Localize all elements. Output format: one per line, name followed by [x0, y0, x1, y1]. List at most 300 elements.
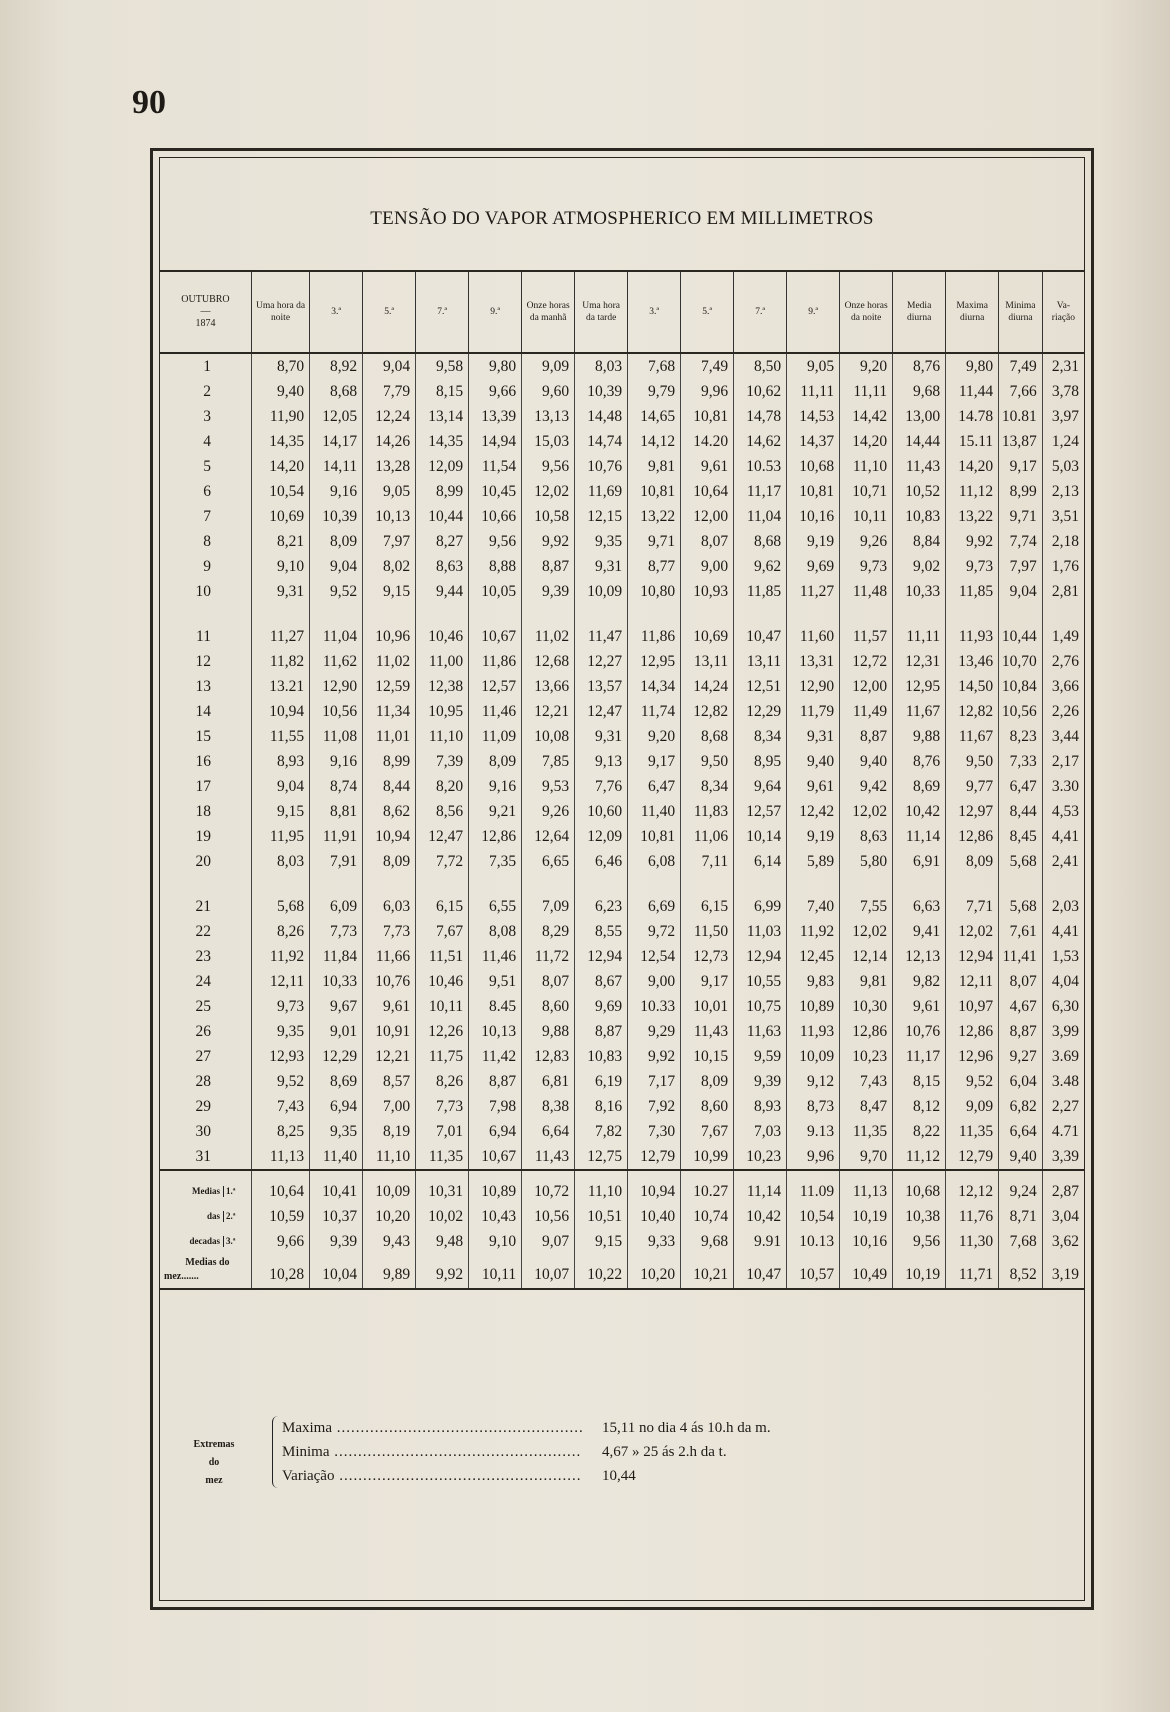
value-cell: 9,69 — [787, 554, 840, 579]
value-cell: 13,57 — [575, 674, 628, 699]
value-cell: 8,19 — [363, 1119, 416, 1144]
spacer-cell — [363, 1170, 416, 1179]
table-row — [160, 969, 1084, 994]
value-cell: 11,40 — [628, 799, 681, 824]
value-cell: 5,80 — [840, 849, 893, 874]
value-cell: 9,10 — [251, 554, 309, 579]
value-cell: 13,22 — [628, 504, 681, 529]
value-cell: 8,38 — [522, 1094, 575, 1119]
value-cell: 14,34 — [628, 674, 681, 699]
value-cell: 12,21 — [522, 699, 575, 724]
value-cell: 13,66 — [522, 674, 575, 699]
value-cell: 3.69 — [1042, 1044, 1084, 1069]
table-body — [160, 353, 1084, 1290]
table-row — [160, 1144, 1084, 1170]
value-cell: 14,48 — [575, 404, 628, 429]
value-cell: 5,68 — [999, 894, 1043, 919]
value-cell: 14,20 — [946, 454, 999, 479]
value-cell: 6,94 — [469, 1119, 522, 1144]
value-cell: 8,76 — [893, 353, 946, 379]
value-cell: 6,94 — [310, 1094, 363, 1119]
value-cell: 10,71 — [840, 479, 893, 504]
value-cell: 11,43 — [893, 454, 946, 479]
value-cell: 8,57 — [363, 1069, 416, 1094]
value-cell: 11,57 — [840, 624, 893, 649]
value-cell: 8,60 — [522, 994, 575, 1019]
value-cell: 9,33 — [628, 1229, 681, 1254]
value-cell: 5,03 — [1042, 454, 1084, 479]
table-row — [160, 649, 1084, 674]
spacer-cell — [1042, 604, 1084, 624]
value-cell: 9,61 — [787, 774, 840, 799]
value-cell: 3.30 — [1042, 774, 1084, 799]
day-cell: 31 — [195, 1148, 211, 1165]
value-cell: 8,69 — [310, 1069, 363, 1094]
column-header: 3.ª — [310, 271, 363, 353]
value-cell: 14,17 — [310, 429, 363, 454]
table-row — [160, 724, 1084, 749]
value-cell: 12,75 — [575, 1144, 628, 1170]
value-cell: 9,15 — [363, 579, 416, 604]
value-cell: 10,11 — [416, 994, 469, 1019]
value-cell: 12,21 — [363, 1044, 416, 1069]
value-cell: 10.33 — [628, 994, 681, 1019]
value-cell: 10,76 — [363, 969, 416, 994]
value-cell: 9,52 — [251, 1069, 309, 1094]
column-header: 7.ª — [416, 271, 469, 353]
value-cell: 9,79 — [628, 379, 681, 404]
column-header: 3.ª — [628, 271, 681, 353]
value-cell: 6,82 — [999, 1094, 1043, 1119]
value-cell: 11,12 — [893, 1144, 946, 1170]
value-cell: 3,99 — [1042, 1019, 1084, 1044]
value-cell: 14,62 — [734, 429, 787, 454]
value-cell: 3,97 — [1042, 404, 1084, 429]
value-cell: 3,39 — [1042, 1144, 1084, 1170]
value-cell: 2,17 — [1042, 749, 1084, 774]
value-cell: 13,00 — [893, 404, 946, 429]
value-cell: 11,85 — [946, 579, 999, 604]
value-cell: 11,14 — [734, 1179, 787, 1204]
day-cell: 13 — [195, 678, 211, 695]
value-cell: 11,93 — [787, 1019, 840, 1044]
value-cell: 10,11 — [469, 1254, 522, 1289]
value-cell: 3,51 — [1042, 504, 1084, 529]
value-cell: 9,72 — [628, 919, 681, 944]
value-cell: 11,34 — [363, 699, 416, 724]
value-cell: 6,23 — [575, 894, 628, 919]
value-cell: 11,10 — [416, 724, 469, 749]
value-cell: 10.13 — [787, 1229, 840, 1254]
value-cell: 12,83 — [522, 1044, 575, 1069]
value-cell: 12,00 — [840, 674, 893, 699]
value-cell: 11,12 — [946, 479, 999, 504]
decade-label — [160, 1204, 251, 1229]
value-cell: 12,90 — [310, 674, 363, 699]
value-cell: 12,02 — [946, 919, 999, 944]
value-cell: 9,88 — [893, 724, 946, 749]
value-cell: 9,26 — [840, 529, 893, 554]
value-cell: 9,13 — [575, 749, 628, 774]
value-cell: 13,31 — [787, 649, 840, 674]
day-cell: 27 — [195, 1048, 211, 1065]
extremes-section — [170, 1410, 1070, 1510]
value-cell: 7,73 — [310, 919, 363, 944]
value-cell: 11,35 — [416, 1144, 469, 1170]
value-cell: 10,68 — [787, 454, 840, 479]
value-cell: 11,86 — [469, 649, 522, 674]
value-cell: 9,17 — [681, 969, 734, 994]
value-cell: 11,10 — [840, 454, 893, 479]
value-cell: 10,99 — [681, 1144, 734, 1170]
value-cell: 11,90 — [251, 404, 309, 429]
value-cell: 9,01 — [310, 1019, 363, 1044]
value-cell: 14,20 — [840, 429, 893, 454]
value-cell: 8,63 — [416, 554, 469, 579]
spacer-cell — [681, 604, 734, 624]
value-cell: 8,93 — [251, 749, 309, 774]
column-header: Media diurna — [893, 271, 946, 353]
value-cell: 14,37 — [787, 429, 840, 454]
value-cell: 9,05 — [787, 353, 840, 379]
value-cell: 10,23 — [734, 1144, 787, 1170]
value-cell: 6,99 — [734, 894, 787, 919]
spacer-cell — [160, 1170, 251, 1179]
spacer-cell — [628, 1170, 681, 1179]
value-cell: 9,96 — [681, 379, 734, 404]
value-cell: 7,39 — [416, 749, 469, 774]
value-cell: 12,47 — [575, 699, 628, 724]
spacer-cell — [893, 1170, 946, 1179]
table-row — [160, 1019, 1084, 1044]
value-cell: 13,14 — [416, 404, 469, 429]
value-cell: 9,92 — [522, 529, 575, 554]
value-cell: 7,97 — [363, 529, 416, 554]
value-cell: 8,21 — [251, 529, 309, 554]
value-cell: 9,20 — [628, 724, 681, 749]
value-cell: 6,46 — [575, 849, 628, 874]
value-cell: 7,73 — [416, 1094, 469, 1119]
value-cell: 10,81 — [628, 824, 681, 849]
value-cell: 10,33 — [310, 969, 363, 994]
value-cell: 8,03 — [575, 353, 628, 379]
value-cell: 11,41 — [999, 944, 1043, 969]
day-cell: 18 — [195, 803, 211, 820]
value-cell: 8.45 — [469, 994, 522, 1019]
value-cell: 10,93 — [681, 579, 734, 604]
value-cell: 10,23 — [840, 1044, 893, 1069]
value-cell: 11,51 — [416, 944, 469, 969]
value-cell: 11,63 — [734, 1019, 787, 1044]
value-cell: 12,59 — [363, 674, 416, 699]
value-cell: 11,75 — [416, 1044, 469, 1069]
value-cell: 12,82 — [946, 699, 999, 724]
spacer-cell — [416, 604, 469, 624]
value-cell: 9,67 — [310, 994, 363, 1019]
value-cell: 9,43 — [363, 1229, 416, 1254]
value-cell: 10,05 — [469, 579, 522, 604]
value-cell: 8,09 — [946, 849, 999, 874]
table-row — [160, 849, 1084, 874]
decade-row — [160, 1204, 1084, 1229]
spacer-cell — [363, 874, 416, 894]
value-cell: 7,49 — [999, 353, 1043, 379]
value-cell: 12,24 — [363, 404, 416, 429]
value-cell: 12,93 — [251, 1044, 309, 1069]
extremes-label-line: mez — [205, 1475, 223, 1486]
value-cell: 7,55 — [840, 894, 893, 919]
extreme-name: Minima ..... — [282, 1440, 582, 1464]
spacer-cell — [946, 874, 999, 894]
extremes-label-line: do — [208, 1457, 220, 1468]
value-cell: 9,40 — [840, 749, 893, 774]
value-cell: 12,94 — [575, 944, 628, 969]
table-row — [160, 429, 1084, 454]
value-cell: 8,68 — [734, 529, 787, 554]
value-cell: 7,71 — [946, 894, 999, 919]
value-cell: 10,42 — [893, 799, 946, 824]
day-cell: 5 — [203, 458, 211, 475]
column-header: 5.ª — [681, 271, 734, 353]
table-row — [160, 799, 1084, 824]
table-row — [160, 1119, 1084, 1144]
value-cell: 2,03 — [1042, 894, 1084, 919]
value-cell: 9,35 — [251, 1019, 309, 1044]
value-cell: 11,30 — [946, 1229, 999, 1254]
extreme-maxima — [282, 1416, 771, 1440]
value-cell: 10,09 — [363, 1179, 416, 1204]
value-cell: 10,83 — [575, 1044, 628, 1069]
vapor-tension-table — [160, 270, 1084, 1290]
value-cell: 11,11 — [787, 379, 840, 404]
value-cell: 11,46 — [469, 699, 522, 724]
value-cell: 12,11 — [251, 969, 309, 994]
value-cell: 8,47 — [840, 1094, 893, 1119]
day-cell: 16 — [195, 753, 211, 770]
value-cell: 10,66 — [469, 504, 522, 529]
day-cell: 4 — [203, 433, 211, 450]
value-cell: 8,71 — [999, 1204, 1043, 1229]
value-cell: 10,75 — [734, 994, 787, 1019]
value-cell: 12,29 — [310, 1044, 363, 1069]
value-cell: 9,17 — [628, 749, 681, 774]
day-cell: 2 — [203, 383, 211, 400]
spacer-cell — [416, 874, 469, 894]
value-cell: 12,54 — [628, 944, 681, 969]
day-cell: 1 — [203, 358, 211, 375]
value-cell: 11,54 — [469, 454, 522, 479]
value-cell: 11,46 — [469, 944, 522, 969]
value-cell: 9,50 — [946, 749, 999, 774]
value-cell: 8,45 — [999, 824, 1043, 849]
value-cell: 10,96 — [363, 624, 416, 649]
spacer-cell — [251, 874, 309, 894]
table-row — [160, 1069, 1084, 1094]
value-cell: 12,64 — [522, 824, 575, 849]
value-cell: 4,53 — [1042, 799, 1084, 824]
value-cell: 9,89 — [363, 1254, 416, 1289]
value-cell: 10,47 — [734, 1254, 787, 1289]
value-cell: 11,66 — [363, 944, 416, 969]
value-cell: 7,09 — [522, 894, 575, 919]
value-cell: 12,27 — [575, 649, 628, 674]
value-cell: 9,53 — [522, 774, 575, 799]
value-cell: 8,44 — [363, 774, 416, 799]
day-cell: 20 — [195, 853, 211, 870]
day-cell: 15 — [195, 728, 211, 745]
value-cell: 10,94 — [363, 824, 416, 849]
value-cell: 8,76 — [893, 749, 946, 774]
value-cell: 10,69 — [251, 504, 309, 529]
value-cell: 8,88 — [469, 554, 522, 579]
value-cell: 8,87 — [522, 554, 575, 579]
value-cell: 12,73 — [681, 944, 734, 969]
value-cell: 9,04 — [999, 579, 1043, 604]
value-cell: 11.09 — [787, 1179, 840, 1204]
day-cell: 22 — [195, 923, 211, 940]
column-header: Maxima diurna — [946, 271, 999, 353]
value-cell: 9,58 — [416, 353, 469, 379]
value-cell: 12,42 — [787, 799, 840, 824]
value-cell: 8,27 — [416, 529, 469, 554]
value-cell: 11,48 — [840, 579, 893, 604]
value-cell: 8,12 — [893, 1094, 946, 1119]
value-cell: 10,16 — [840, 1229, 893, 1254]
value-cell: 9,17 — [999, 454, 1043, 479]
value-cell: 10,56 — [522, 1204, 575, 1229]
value-cell: 11,10 — [575, 1179, 628, 1204]
value-cell: 10,11 — [840, 504, 893, 529]
value-cell: 14,94 — [469, 429, 522, 454]
value-cell: 9,61 — [681, 454, 734, 479]
extremes-label-line: Extremas — [193, 1439, 235, 1450]
table-row — [160, 479, 1084, 504]
value-cell: 9,20 — [840, 353, 893, 379]
value-cell: 9,04 — [310, 554, 363, 579]
column-header: Uma hora da noite — [251, 271, 309, 353]
spacer-cell — [840, 1170, 893, 1179]
value-cell: 10,55 — [734, 969, 787, 994]
month-mean-label-line: Medias do — [185, 1257, 230, 1268]
value-cell: 9,83 — [787, 969, 840, 994]
value-cell: 11,06 — [681, 824, 734, 849]
extreme-value: 4,67 » 25 ás 2.h da t. — [602, 1444, 727, 1460]
spacer-cell — [416, 1170, 469, 1179]
row-spacer — [160, 1170, 1084, 1179]
value-cell: 10,54 — [251, 479, 309, 504]
spacer-cell — [160, 874, 251, 894]
table-row — [160, 699, 1084, 724]
value-cell: 9,80 — [469, 353, 522, 379]
value-cell: 11,95 — [251, 824, 309, 849]
value-cell: 12,09 — [416, 454, 469, 479]
value-cell: 1,53 — [1042, 944, 1084, 969]
spacer-cell — [469, 1170, 522, 1179]
value-cell: 10,02 — [416, 1204, 469, 1229]
value-cell: 7,43 — [840, 1069, 893, 1094]
value-cell: 7,35 — [469, 849, 522, 874]
spacer-cell — [893, 874, 946, 894]
table-row — [160, 454, 1084, 479]
rule-cell — [160, 1289, 1084, 1290]
value-cell: 9,51 — [469, 969, 522, 994]
value-cell: 3,62 — [1042, 1229, 1084, 1254]
value-cell: 11,27 — [251, 624, 309, 649]
value-cell: 13,46 — [946, 649, 999, 674]
value-cell: 7,01 — [416, 1119, 469, 1144]
value-cell: 9,68 — [893, 379, 946, 404]
value-cell: 10.81 — [999, 404, 1043, 429]
value-cell: 9,62 — [734, 554, 787, 579]
day-cell: 24 — [195, 973, 211, 990]
value-cell: 11,60 — [787, 624, 840, 649]
value-cell: 7,92 — [628, 1094, 681, 1119]
value-cell: 12,02 — [522, 479, 575, 504]
value-cell: 10,38 — [893, 1204, 946, 1229]
spacer-cell — [734, 1170, 787, 1179]
value-cell: 9,77 — [946, 774, 999, 799]
value-cell: 12,57 — [734, 799, 787, 824]
value-cell: 12,95 — [893, 674, 946, 699]
value-cell: 8,09 — [469, 749, 522, 774]
value-cell: 10,64 — [681, 479, 734, 504]
value-cell: 7,68 — [999, 1229, 1043, 1254]
value-cell: 7,67 — [681, 1119, 734, 1144]
table-row — [160, 994, 1084, 1019]
value-cell: 14,35 — [251, 429, 309, 454]
value-cell: 11,43 — [522, 1144, 575, 1170]
value-cell: 14,26 — [363, 429, 416, 454]
value-cell: 13,39 — [469, 404, 522, 429]
month-dash: — — [200, 306, 211, 317]
value-cell: 7,17 — [628, 1069, 681, 1094]
value-cell: 12,90 — [787, 674, 840, 699]
value-cell: 9,81 — [628, 454, 681, 479]
value-cell: 8,26 — [251, 919, 309, 944]
value-cell: 6,65 — [522, 849, 575, 874]
value-cell: 10,94 — [251, 699, 309, 724]
value-cell: 9,31 — [251, 579, 309, 604]
value-cell: 12,14 — [840, 944, 893, 969]
value-cell: 13,87 — [999, 429, 1043, 454]
value-cell: 11,82 — [251, 649, 309, 674]
value-cell: 1,24 — [1042, 429, 1084, 454]
value-cell: 3,19 — [1042, 1254, 1084, 1289]
value-cell: 9,39 — [522, 579, 575, 604]
value-cell: 11,11 — [840, 379, 893, 404]
value-cell: 11,13 — [840, 1179, 893, 1204]
value-cell: 7,68 — [628, 353, 681, 379]
value-cell: 6,03 — [363, 894, 416, 919]
spacer-cell — [893, 604, 946, 624]
value-cell: 15,03 — [522, 429, 575, 454]
value-cell: 9,16 — [310, 749, 363, 774]
value-cell: 10,09 — [575, 579, 628, 604]
value-cell: 10,16 — [787, 504, 840, 529]
table-row — [160, 529, 1084, 554]
value-cell: 11,13 — [251, 1144, 309, 1170]
column-header: Onze horas da noite — [840, 271, 893, 353]
table-row — [160, 504, 1084, 529]
value-cell: 9,35 — [575, 529, 628, 554]
value-cell: 9,70 — [840, 1144, 893, 1170]
value-cell: 10,94 — [628, 1179, 681, 1204]
value-cell: 10,49 — [840, 1254, 893, 1289]
value-cell: 9,81 — [840, 969, 893, 994]
spacer-cell — [1042, 874, 1084, 894]
value-cell: 8,08 — [469, 919, 522, 944]
value-cell: 10,89 — [787, 994, 840, 1019]
